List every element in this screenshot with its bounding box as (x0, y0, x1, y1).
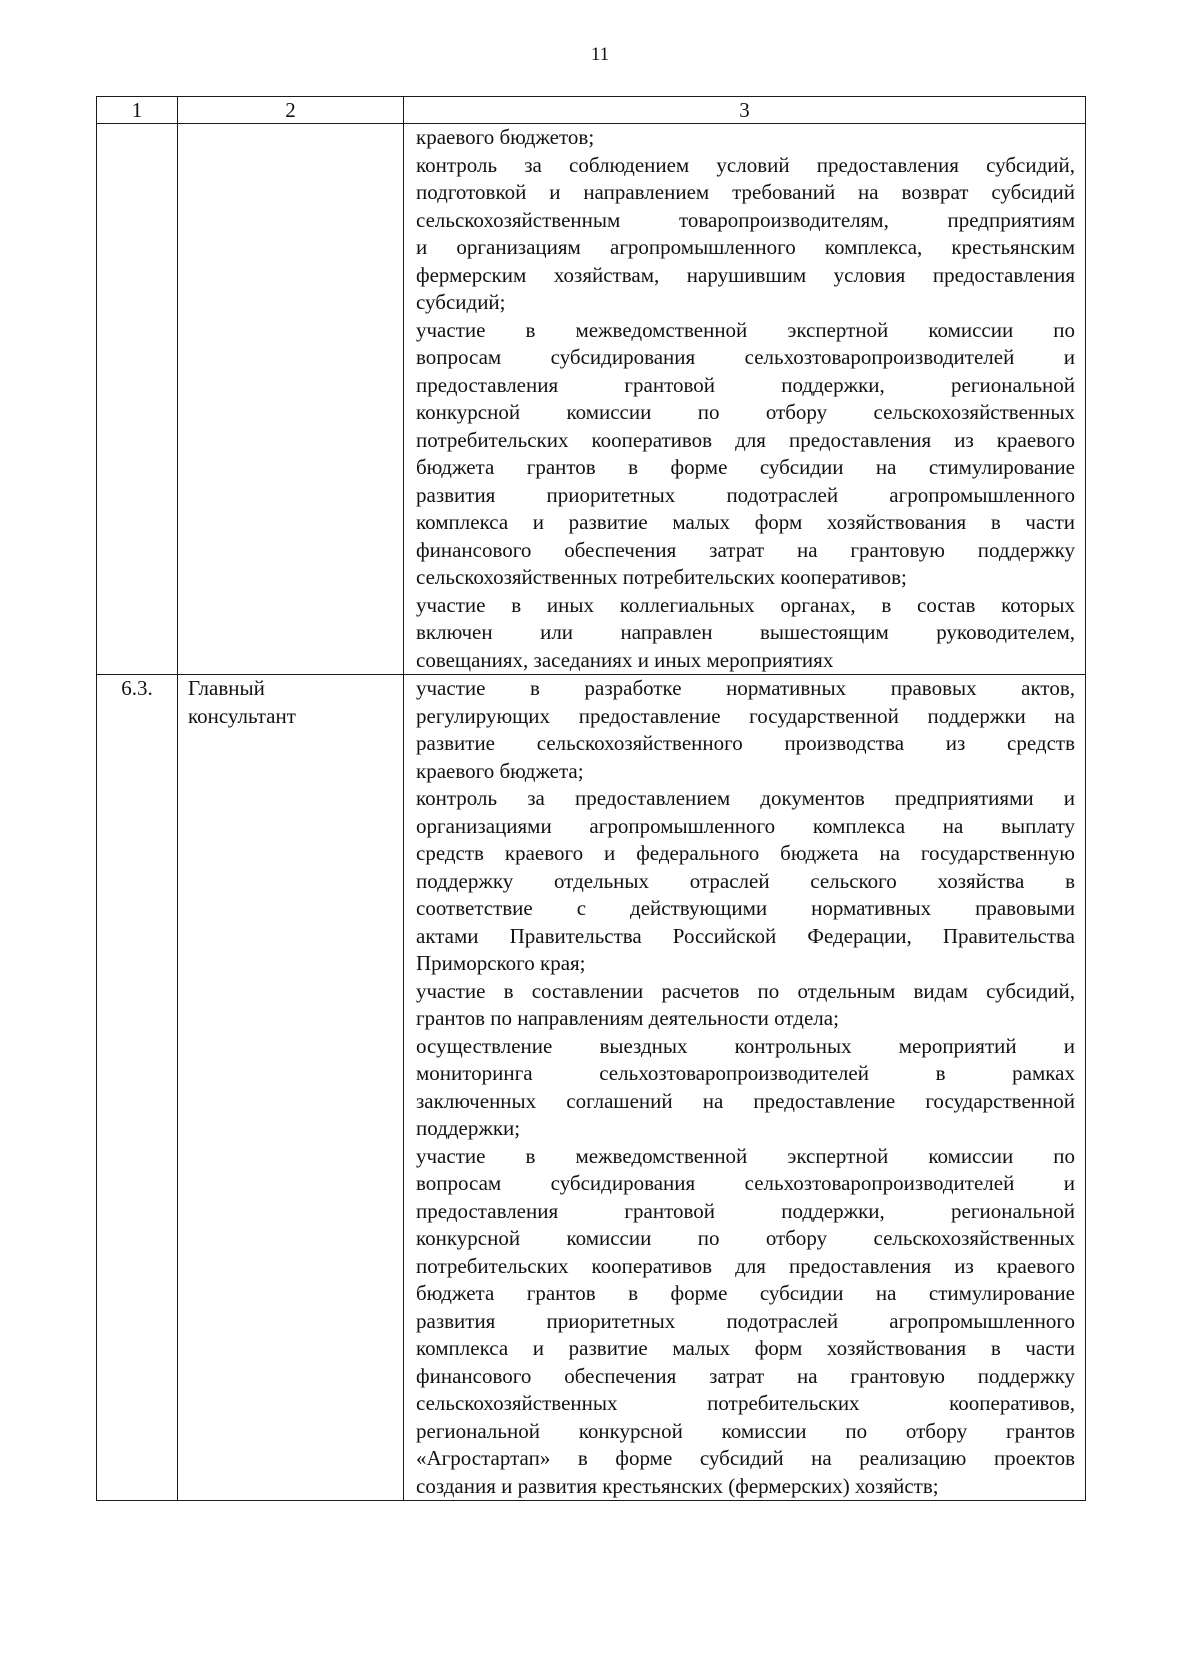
duty-text-line: потребительских кооперативов для предоставления из краевого (416, 427, 1075, 452)
table-header-row (97, 97, 1086, 124)
duty-text-line: сельскохозяйственным товаропроизводителям, предприятиям (416, 207, 1075, 232)
duty-text-line: совещаниях, заседаниях и иных мероприятиях (416, 647, 834, 672)
duties-cell (404, 675, 1086, 1501)
duty-text-line: развития приоритетных подотраслей агропромышленного (416, 1308, 1075, 1333)
duty-text-line: фермерским хозяйствам, нарушившим условия предоставления (416, 262, 1075, 287)
duty-text-line: конкурсной комиссии по отбору сельскохозяйственных (416, 400, 1075, 424)
duty-text-line: заключенных соглашений на предоставление государственной (416, 1088, 1075, 1113)
position-line: консультант (188, 703, 296, 728)
duty-text-line: вопросам субсидирования сельхозтоваропроизводителей и (416, 345, 1075, 369)
duty-text-line: предоставления грантовой поддержки, региональной (416, 372, 1075, 397)
duty-text-line: бюджета грантов в форме субсидии на стимулирование (416, 455, 1075, 479)
position-line: Главный (188, 676, 265, 700)
duty-text-line: осуществление выездных контрольных мероприятий и (416, 1033, 1075, 1058)
duty-text-line: краевого бюджетов; (416, 125, 595, 149)
duty-text-line: потребительских кооперативов для предоставления из краевого (416, 1253, 1075, 1278)
duty-text-line: участие в межведомственной экспертной комиссии по (416, 317, 1075, 342)
position-cell (178, 675, 404, 1501)
duty-text-line: бюджета грантов в форме субсидии на стимулирование (416, 1281, 1075, 1305)
duty-text-line: и организациям агропромышленного комплекса, крестьянским (416, 235, 1075, 259)
duty-text-line: организациями агропромышленного комплекса на выплату (416, 813, 1075, 838)
page-number: 11 (590, 44, 610, 65)
duty-text-line: сельскохозяйственных потребительских кооперативов, (416, 1391, 1075, 1415)
duty-text-line: комплекса и развитие малых форм хозяйствования в части (416, 510, 1075, 534)
duty-text-line: развития приоритетных подотраслей агропромышленного (416, 482, 1075, 507)
duty-text-line: краевого бюджета; (416, 758, 584, 783)
duty-text-line: актами Правительства Российской Федерации, Правительства (416, 923, 1075, 948)
duty-text-line: развитие сельскохозяйственного производства из средств (416, 731, 1075, 755)
duty-text-line: поддержку отдельных отраслей сельского хозяйства в (416, 868, 1075, 893)
duty-text-line: региональной конкурсной комиссии по отбору грантов (416, 1418, 1075, 1443)
duty-text-line: участие в иных коллегиальных органах, в состав которых (416, 592, 1075, 617)
table-body (97, 124, 1086, 1501)
duty-text-line: комплекса и развитие малых форм хозяйствования в части (416, 1336, 1075, 1360)
duty-text-line: средств краевого и федерального бюджета на государственную (416, 841, 1075, 865)
duty-text-line: участие в межведомственной экспертной комиссии по (416, 1143, 1075, 1168)
duty-text-line: контроль за предоставлением документов предприятиями и (416, 786, 1075, 810)
duty-text-line: соответствие с действующими нормативных правовыми (416, 896, 1075, 920)
duty-text-line: создания и развития крестьянских (фермерских) хозяйств; (416, 1473, 939, 1498)
table-row (97, 124, 1086, 675)
table-row (97, 675, 1086, 1501)
duty-text-line: сельскохозяйственных потребительских кооперативов; (416, 565, 907, 589)
duties-table (96, 96, 1086, 1501)
duty-text-line: вопросам субсидирования сельхозтоваропроизводителей и (416, 1171, 1075, 1195)
duty-text-line: участие в разработке нормативных правовых актов, (416, 676, 1075, 700)
duty-text-line: финансового обеспечения затрат на грантовую поддержку (416, 537, 1075, 562)
duty-text-line: Приморского края; (416, 951, 586, 975)
duty-text-line: «Агростартап» в форме субсидий на реализацию проектов (416, 1446, 1075, 1470)
duty-text-line: регулирующих предоставление государственной поддержки на (416, 703, 1075, 728)
column-header-3: 3 (404, 97, 1086, 124)
duty-text-line: финансового обеспечения затрат на грантовую поддержку (416, 1363, 1075, 1388)
row-number-cell (97, 124, 178, 675)
duty-text-line: поддержки; (416, 1116, 521, 1140)
duty-text-line: включен или направлен вышестоящим руководителем, (416, 620, 1075, 644)
duty-text-line: подготовкой и направлением требований на возврат субсидий (416, 180, 1075, 204)
row-number-cell: 6.3. (97, 675, 178, 1501)
duty-text-line: конкурсной комиссии по отбору сельскохозяйственных (416, 1226, 1075, 1250)
duty-text-line: предоставления грантовой поддержки, региональной (416, 1198, 1075, 1223)
duty-text-line: участие в составлении расчетов по отдельным видам субсидий, (416, 978, 1075, 1003)
duty-text-line: грантов по направлениям деятельности отдела; (416, 1006, 839, 1030)
column-header-2: 2 (178, 97, 404, 124)
column-header-1: 1 (97, 97, 178, 124)
duty-text-line: субсидий; (416, 290, 506, 314)
duty-text-line: контроль за соблюдением условий предоставления субсидий, (416, 152, 1075, 177)
duty-text-line: мониторинга сельхозтоваропроизводителей в рамках (416, 1061, 1075, 1085)
position-cell (178, 124, 404, 675)
duties-cell (404, 124, 1086, 675)
